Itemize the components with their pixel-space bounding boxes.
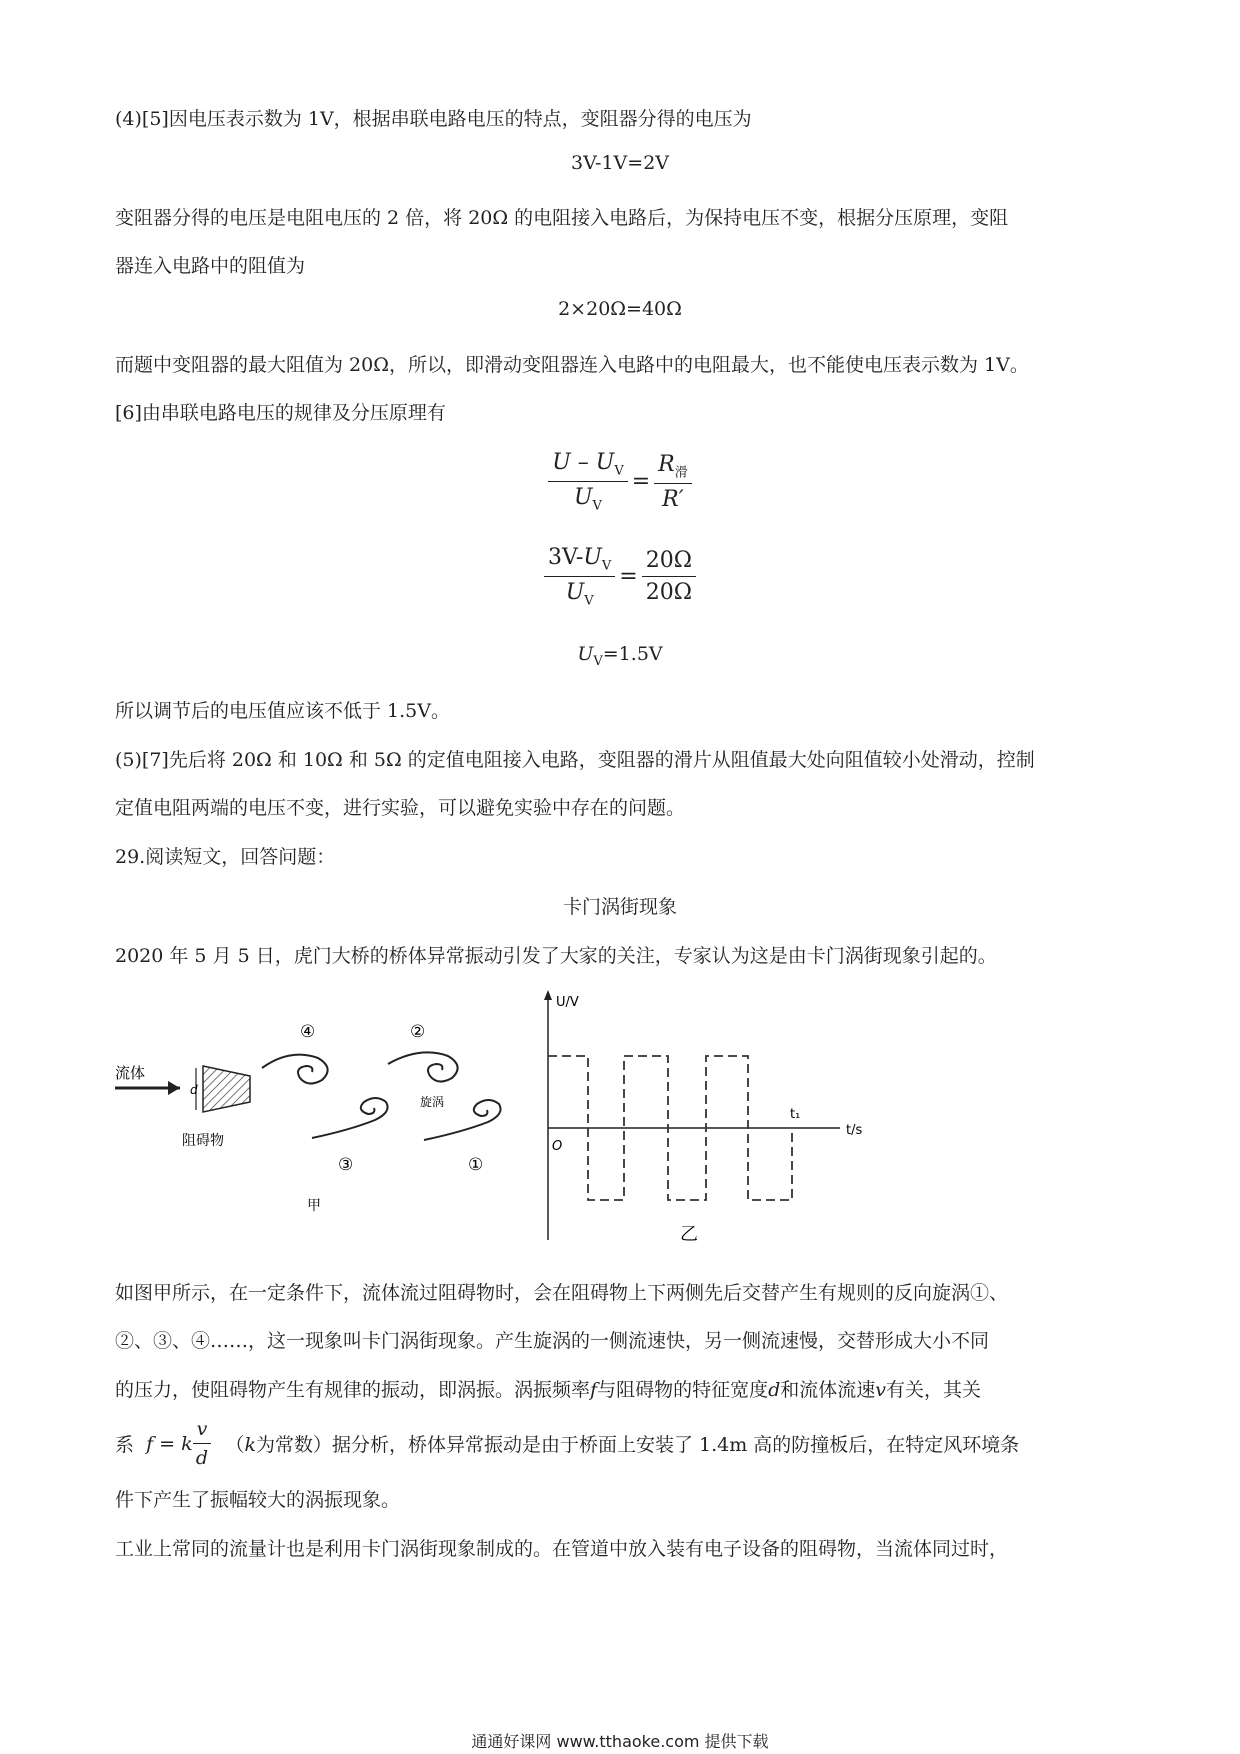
equation-1: 3V-1V=2V: [570, 152, 670, 174]
circle-3: ③: [338, 1155, 354, 1175]
para-3: 而题中变阻器的最大阻值为 20Ω，所以，即滑动变阻器连入电路中的电阻最大，也不能使电压表示数为 1V。: [115, 354, 1029, 376]
formula-divider-1: $\frac{U - U_V}{U_V}$ = $\frac{R_滑}{R'}$: [0, 450, 1240, 514]
fluid-label: 流体: [115, 1064, 146, 1082]
vortex-label: 旋涡: [420, 1095, 445, 1109]
obstacle-label: 阻碍物: [182, 1133, 224, 1149]
para-8e: 件下产生了振幅较大的涡振现象。: [115, 1489, 401, 1511]
para-5: 所以调节后的电压值应该不低于 1.5V。: [115, 700, 450, 722]
vortex-3: [312, 1098, 388, 1138]
para-6b: 定值电阻两端的电压不变，进行实验，可以避免实验中存在的问题。: [115, 797, 686, 819]
circle-1: ①: [468, 1155, 484, 1175]
result-uv: $U_V=1.5V$: [577, 643, 663, 669]
t-axis-label: t/s: [846, 1123, 863, 1138]
para-2b: 器连入电路中的阻值为: [115, 255, 306, 277]
circle-2: ②: [410, 1022, 426, 1042]
para-8a: 如图甲所示，在一定条件下，流体流过阻碍物时，会在阻碍物上下两侧先后交替产生有规则的反向旋涡①、: [115, 1282, 1009, 1304]
equation-2: 2×20Ω=40Ω: [558, 298, 682, 320]
formula-divider-2: $\frac{3V-U_V}{U_V}$ = $\frac{20\Omega}{20\Omega}$: [0, 545, 1240, 609]
width-label: d: [190, 1083, 198, 1097]
origin-label: O: [552, 1139, 563, 1154]
flow-arrow-head: [168, 1081, 180, 1095]
figure-jia: [115, 1022, 501, 1214]
circle-4: ④: [300, 1022, 316, 1042]
para-2a: 变阻器分得的电压是电阻电压的 2 倍，将 20Ω 的电阻接入电路后，为保持电压不变，根据分压原理，变阻: [115, 207, 1009, 229]
para-4: [6]由串联电路电压的规律及分压原理有: [115, 402, 446, 424]
figure-yi: [544, 990, 862, 1245]
u-axis-label: U/V: [556, 995, 579, 1010]
page-footer: 通通好课网 www.tthaoke.com 提供下载: [471, 1732, 769, 1751]
t1-label: t₁: [790, 1107, 801, 1122]
obstacle-shape: [203, 1066, 250, 1112]
u-axis-arrow: [544, 990, 552, 1000]
vortex-4: [262, 1055, 328, 1084]
para-8c: 的压力，使阻碍物产生有规律的振动，即涡振。涡振频率f与阻碍物的特征宽度d和流体流速v有关，其关: [115, 1379, 982, 1401]
figure-yi-label: 乙: [680, 1224, 698, 1245]
para-7: 2020 年 5 月 5 日，虎门大桥的桥体异常振动引发了大家的关注，专家认为这是由卡门涡街现象引起的。: [115, 945, 997, 967]
vortex-2: [388, 1052, 458, 1081]
para-6a: (5)[7]先后将 20Ω 和 10Ω 和 5Ω 的定值电阻接入电路，变阻器的滑片从阻值最大处向阻值较小处滑动，控制: [115, 749, 1035, 771]
figure-area: [0, 980, 1240, 1250]
article-title: 卡门涡街现象: [562, 896, 677, 918]
para-8d: 系 f = k $\frac{v}{d}$ （k为常数）据分析，桥体异常振动是由于桥面上安装了 1.4m 高的防撞板后，在特定风环境条: [115, 1418, 1020, 1469]
para-8b: ②、③、④……，这一现象叫卡门涡街现象。产生旋涡的一侧流速快，另一侧流速慢，交替形成大小不同: [115, 1330, 990, 1352]
para-9: 工业上常同的流量计也是利用卡门涡街现象制成的。在管道中放入装有电子设备的阻碍物，当流体同过时，: [115, 1538, 1009, 1560]
question-29: 29.阅读短文，回答问题：: [115, 846, 336, 868]
figure-jia-label: 甲: [307, 1198, 321, 1214]
para-1: (4)[5]因电压表示数为 1V，根据串联电路电压的特点，变阻器分得的电压为: [115, 108, 752, 130]
